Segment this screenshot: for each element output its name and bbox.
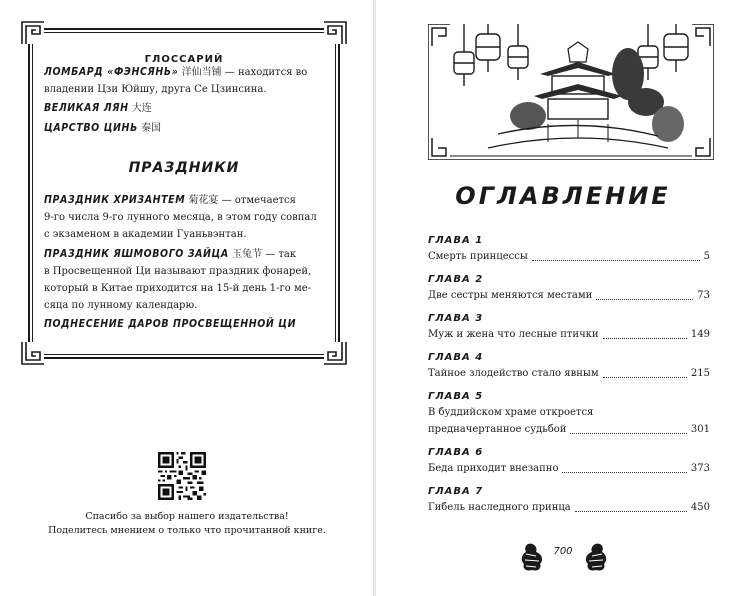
right-page <box>376 0 750 596</box>
glossary-entry-lombard: ЛОМБАРД «ФЭНСЯНЬ» 洋仙当铺 — находится во владении Цзи Юйшу, друга Се Цзинсина. <box>44 66 308 95</box>
toc-item-chapter-6[interactable]: ГЛАВА 6 Беда приходит внезапно 373 <box>428 447 710 474</box>
glossary-frame <box>20 20 348 366</box>
glossary-header: ГЛОССАРИЙ <box>144 54 224 65</box>
toc-item-chapter-4[interactable]: ГЛАВА 4 Тайное злодейство стало явным 215 <box>428 352 710 379</box>
holiday-entry-gifts: ПОДНЕСЕНИЕ ДАРОВ ПРОСВЕЩЕННОЙ ЦИ <box>44 318 297 330</box>
table-of-contents <box>428 234 710 524</box>
left-page <box>0 0 374 596</box>
qr-code-icon[interactable] <box>158 452 206 500</box>
publisher-thanks: Спасибо за выбор нашего издательства! Поделитесь мнением о только что прочитанной книге. <box>48 511 326 536</box>
pagoda-illustration-icon <box>428 24 714 160</box>
toc-title: ОГЛАВЛЕНИЕ <box>455 182 671 210</box>
glossary-term: ЛОМБАРД «ФЭНСЯНЬ» <box>44 66 179 78</box>
section-heading-holidays: ПРАЗДНИКИ <box>128 160 240 176</box>
toc-item-chapter-1[interactable]: ГЛАВА 1 Смерть принцессы 5 <box>428 235 710 262</box>
frame-corner-ornament-icon <box>20 340 46 366</box>
toc-item-chapter-7[interactable]: ГЛАВА 7 Гибель наследного принца 450 <box>428 486 710 513</box>
toc-item-chapter-5[interactable]: ГЛАВА 5 В буддийском храме откроется предначертанное судьбой 301 <box>428 391 710 435</box>
frame-corner-ornament-icon <box>322 340 348 366</box>
toc-item-chapter-3[interactable]: ГЛАВА 3 Муж и жена что лесные птички 149 <box>428 313 710 340</box>
holiday-entry-jade-rabbit: ПРАЗДНИК ЯШМОВОГО ЗАЙЦА 玉兔节 — так в Просвещенной Ци называют праздник фонарей, который в Китае приходится на 15-й день 1-го ме- сяца по лунному календарю. <box>44 248 312 311</box>
page-number: 700 <box>553 546 573 557</box>
holiday-entry-chrysanthemum: ПРАЗДНИК ХРИЗАНТЕМ 菊花宴 — отмечается 9-го числа 9-го лунного месяца, в этом году совпал с экзаменом в академии Гуаньвэнтан. <box>44 194 317 240</box>
glossary-entry-qin: ЦАРСТВО ЦИНЬ 秦国 <box>44 122 162 134</box>
frame-corner-ornament-icon <box>322 20 348 46</box>
glossary-entry-liang: ВЕЛИКАЯ ЛЯН 大连 <box>44 102 152 114</box>
frame-corner-ornament-icon <box>20 20 46 46</box>
toc-item-chapter-2[interactable]: ГЛАВА 2 Две сестры меняются местами 73 <box>428 274 710 301</box>
